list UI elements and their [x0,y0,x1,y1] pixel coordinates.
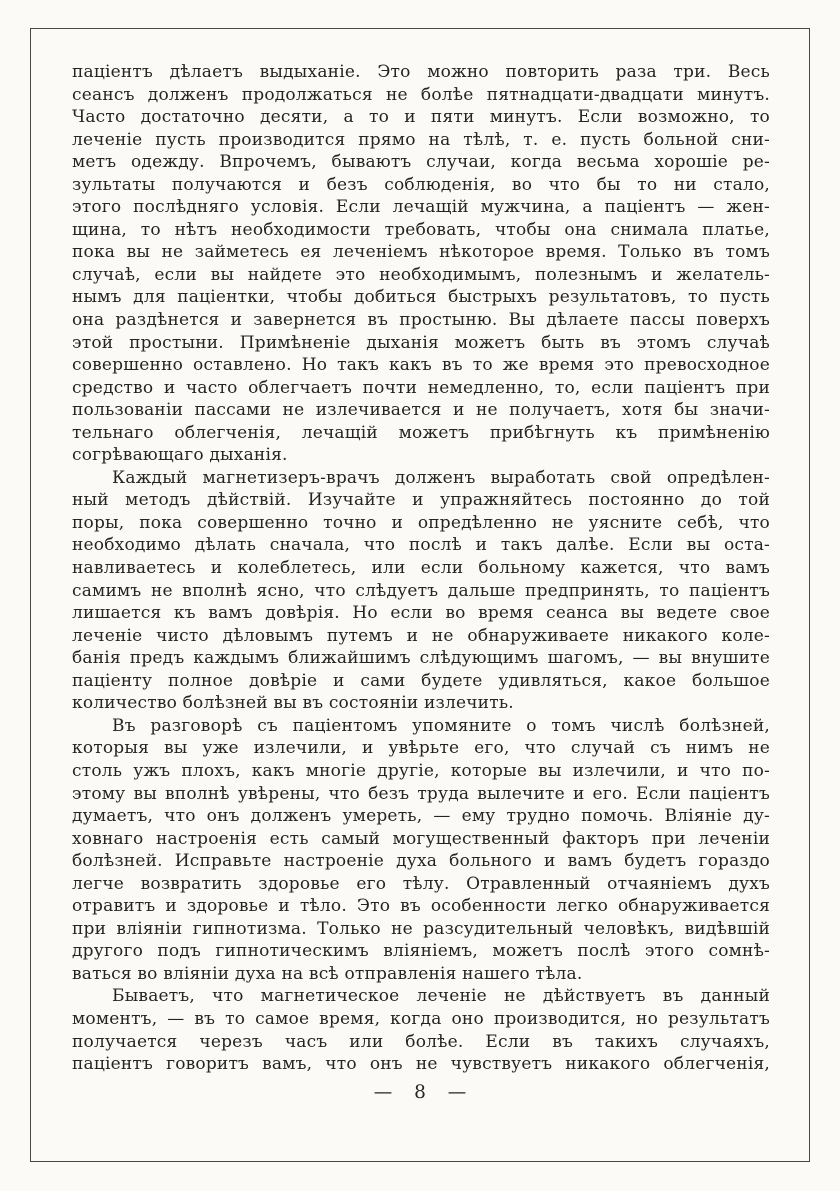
text-line: Часто достаточно десяти, а то и пяти минутъ. Если возможно, то [72,107,770,128]
text-line: Бываетъ, что магнетическое леченіе не дѣйствуетъ въ данный [112,986,770,1007]
text-line: Въ разговорѣ съ паціентомъ упомяните о томъ числѣ болѣзней, [112,715,770,736]
text-line: этого послѣдняго условія. Если лечащій мужчина, а паціентъ — жен- [72,197,770,218]
text-line: легче возвратить здоровье его тѣлу. Отравленный отчаяніемъ духъ [72,873,770,894]
text-line: щина, то нѣтъ необходимости требовать, чтобы она снимала платье, [72,219,770,240]
text-line: навливаетесь и колеблетесь, или если больному кажется, что вамъ [72,558,770,579]
text-line: отравитъ и здоровье и тѣло. Это въ особенности легко обнаруживается [72,896,770,917]
text-line: которыя вы уже излечили, и увѣрьте его, что случай съ нимъ не [72,738,770,759]
text-line: поры, пока совершенно точно и опредѣленно не уясните себѣ, что [72,512,770,533]
text-line: сеансъ долженъ продолжаться не болѣе пятнадцати-двадцати минутъ. [72,84,770,105]
text-line: нымъ для паціентки, чтобы добиться быстрыхъ результатовъ, то пусть [72,287,770,308]
text-line: ховнаго настроенія есть самый могущественный факторъ при леченіи [72,828,770,849]
text-line: моментъ, — въ то самое время, когда оно производится, но результатъ [72,1008,770,1029]
paragraph [72,61,770,467]
text-line: этому вы вполнѣ увѣрены, что безъ труда вылечите и его. Если паціентъ [72,783,770,804]
text-line: количество болѣзней вы въ состояніи излечить. [72,693,514,714]
text-line: леченіе пусть производится прямо на тѣлѣ, т. е. пусть больной сни- [72,129,770,150]
text-line: она раздѣнется и завернется въ простыню. Вы дѣлаете пассы поверхъ [72,310,770,331]
text-line: необходимо дѣлать сначала, что послѣ и такъ далѣе. Если вы оста- [72,535,770,556]
text-line: ный методъ дѣйствій. Изучайте и упражняйтесь постоянно до той [72,490,770,511]
text-line: лишается къ вамъ довѣрія. Но если во время сеанса вы ведете свое [72,603,770,624]
text-line: леченіе чисто дѣловымъ путемъ и не обнаруживаете никакого коле- [72,625,770,646]
text-line: думаетъ, что онъ долженъ умереть, — ему трудно помочь. Вліяніе ду- [72,806,770,827]
text-line: паціентъ дѣлаетъ выдыханіе. Это можно повторить раза три. Весь [72,62,770,82]
text-line: столь ужъ плохъ, какъ многіе другіе, которые вы излечили, и что по- [72,760,770,781]
paragraph [72,985,770,1075]
text-line: совершенно оставлено. Но такъ какъ въ то же время это превосходное [72,355,770,376]
text-line: болѣзней. Исправьте настроеніе духа больного и вамъ будетъ гораздо [72,851,770,872]
text-line: зультаты получаются и безъ соблюденія, во что бы то ни стало, [72,174,770,195]
text-line: ваться во вліяніи духа на всѣ отправленія нашего тѣла. [72,963,583,984]
text-line: Каждый магнетизеръ-врачъ долженъ выработать свой опредѣлен- [112,467,770,488]
text-line: средство и часто облегчаетъ почти немедленно, то, если паціентъ при [72,377,770,398]
text-line: пока вы не займетесь ея леченіемъ нѣкоторое время. Только въ томъ [72,242,770,263]
text-line: согрѣвающаго дыханія. [72,445,288,466]
text-line: пользованіи пассами не излечивается и не получаетъ, хотя бы значи- [72,400,770,421]
paragraph [72,715,770,986]
text-line: банія предъ каждымъ ближайшимъ слѣдующимъ шагомъ, — вы внушите [72,648,770,669]
text-line: этой простыни. Примѣненіе дыханія можетъ быть въ этомъ случаѣ [72,332,770,353]
text-line: самимъ не вполнѣ ясно, что слѣдуетъ дальше предпринять, то паціентъ [72,580,770,601]
text-line: паціенту полное довѣріе и сами будете удивляться, какое большое [72,670,770,691]
text-line: другого подъ гипнотическимъ вліяніемъ, можетъ послѣ этого сомнѣ- [72,941,770,962]
paragraph [72,467,770,715]
text-block [72,61,770,1076]
text-line: метъ одежду. Впрочемъ, бываютъ случаи, когда весьма хорошіе ре- [72,152,770,173]
text-line: паціентъ говоритъ вамъ, что онъ не чувствуетъ никакого облегченія, [72,1054,770,1075]
text-line: случаѣ, если вы найдете это необходимымъ, полезнымъ и желатель- [72,264,770,285]
text-line: тельнаго облегченія, лечащій можетъ прибѣгнуть къ примѣненію [72,422,770,443]
page-number: — 8 — [373,1082,467,1103]
text-line: при вліяніи гипнотизма. Только не разсудительный человѣкъ, видѣвшій [72,918,770,939]
text-line: получается черезъ часъ или болѣе. Если въ такихъ случаяхъ, [72,1031,770,1052]
